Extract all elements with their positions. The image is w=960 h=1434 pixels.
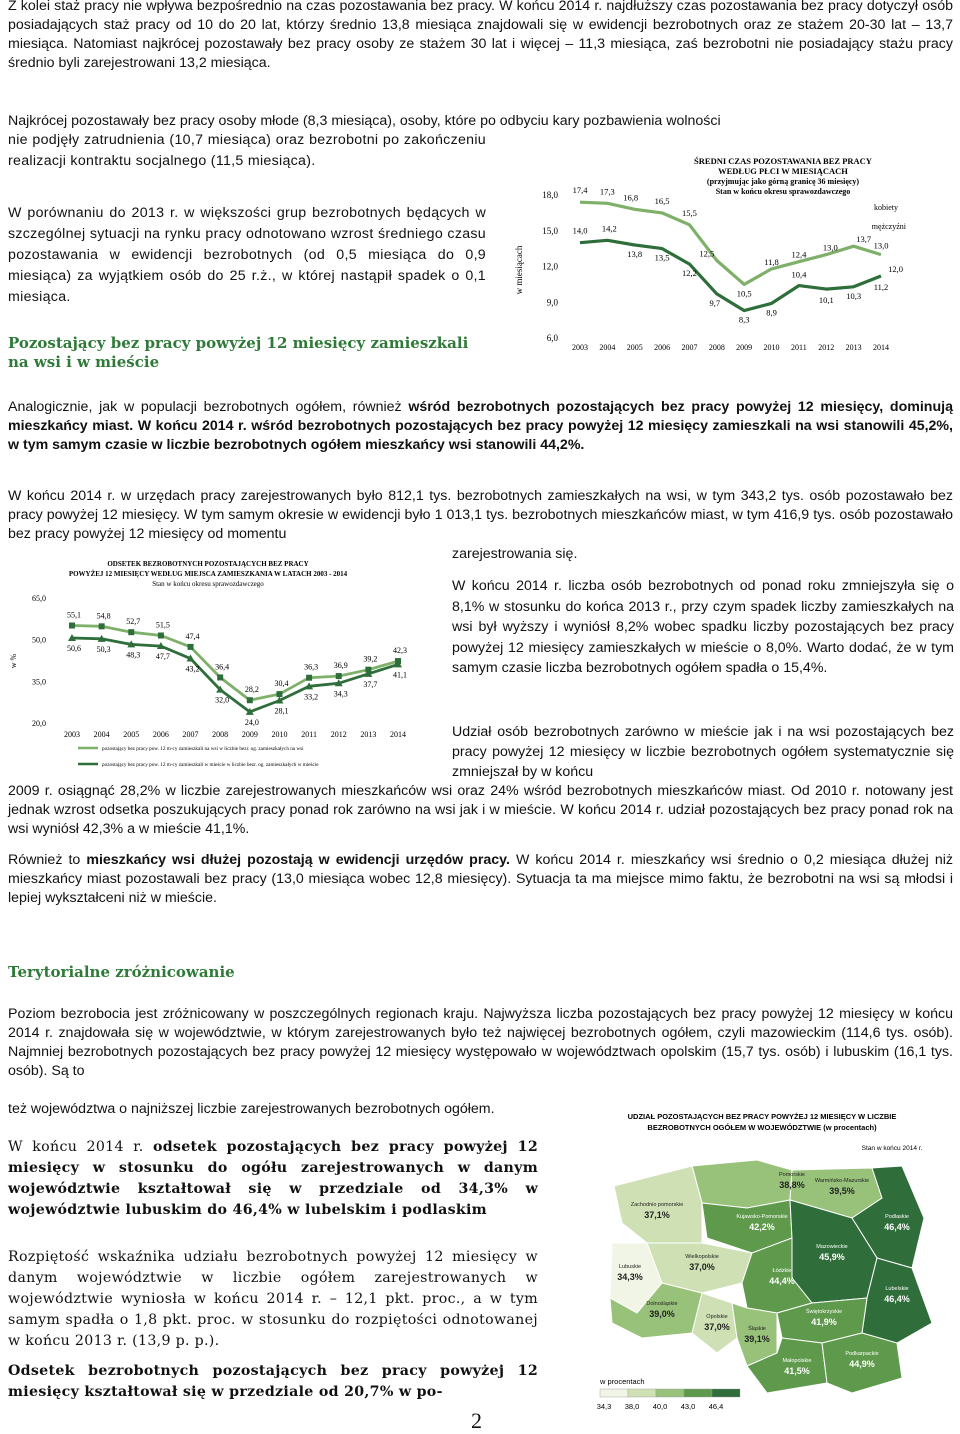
data-point-marker bbox=[336, 673, 342, 679]
paragraph-rural-longer bbox=[8, 851, 953, 908]
paragraph-young-people-continued: nie podjęły zatrudnienia (10,7 miesiąca) oraz bezrobotni po zakończeniu realizacji kontraktu socjalnego (11,5 miesiąca). bbox=[8, 132, 486, 169]
data-label: 42,3 bbox=[393, 646, 407, 656]
paragraph-regional-range bbox=[8, 1137, 538, 1221]
data-label: 14,0 bbox=[572, 225, 588, 236]
region-name-label: Łódzkie bbox=[772, 1268, 792, 1274]
y-tick-label: 35,0 bbox=[32, 677, 46, 687]
paragraph-decline: W końcu 2014 r. liczba osób bezrobotnych od ponad roku zmniejszyła się o 8,1% w stosunku do końca 2013 r., przy czym spadek liczby zamieszkałych na wsi był wyższy i wyniósł 8,2% wobec spadku liczby pozostających bez pracy powyżej 12 miesięcy zamieszkałych w mieście o 8,0%. Warto dodać, że w tym samym czasie liczba bezrobotnych ogółem spadła o 15,4%. bbox=[452, 578, 954, 676]
map-title-line: BEZROBOTNYCH OGÓŁEM W WOJEWÓDZTWIE (w procentach) bbox=[647, 1123, 877, 1132]
data-label: 37,7 bbox=[363, 679, 378, 689]
x-tick-label: 2008 bbox=[212, 730, 229, 739]
data-label: 10,3 bbox=[846, 290, 862, 301]
data-label: 10,4 bbox=[791, 269, 807, 280]
region-value-label: 45,9% bbox=[819, 1252, 845, 1262]
map-title-line: UDZIAŁ POZOSTAJĄCYCH BEZ PRACY POWYŻEJ 12 MIESIĘCY W LICZBIE bbox=[627, 1112, 897, 1121]
paragraph-seniority: Z kolei staż pracy nie wpływa bezpośrednio na czas pozostawania bez pracy. W końcu 2014 r. najdłuższy czas pozostawania bez pracy dotyczył osób posiadających staż pracy od 10 do 20 lat, którzy średnio 13,8 miesiąca znajdowali się w ewidencji bezrobotnych oraz ze stażem 20-30 lat – 13,7 miesiąca. Natomiast najkrócej pozostawały bez pracy osoby ze stażem 30 lat i więcej – 11,3 miesiąca, zaś bezrobotni nie posiadający stażu pracy średnio byli zarejestrowani 13,2 miesiąca. bbox=[8, 0, 953, 71]
x-tick-label: 2009 bbox=[736, 343, 753, 352]
data-label: 17,3 bbox=[599, 186, 615, 197]
region-name-label: Świętokrzyskie bbox=[805, 1309, 843, 1315]
data-label: 16,8 bbox=[623, 192, 639, 203]
region-value-label: 42,2% bbox=[749, 1222, 775, 1232]
region-value-label: 41,9% bbox=[811, 1317, 837, 1327]
x-tick-label: 2009 bbox=[241, 730, 258, 739]
paragraph-rural-longer-c: W końcu 2014 r. mieszkańcy wsi średnio o 0,2 miesiąca dłużej niż mieszkańcy miast pozostawali bez pracy (13,0 miesiąca wobec 12,8 miesięcy). Sytuacja ta ma miejsce mimo faktu, że bezrobotni na wsi są młodsi i lepiej wykształceni niż w mieście. bbox=[8, 852, 954, 906]
x-tick-label: 2003 bbox=[572, 343, 588, 352]
paragraph-registered-counts-tail: zarejestrowania się. bbox=[452, 546, 578, 562]
region-name-label: Lubelskie bbox=[885, 1286, 909, 1292]
region-value-label: 39,0% bbox=[649, 1309, 675, 1319]
paragraph-regions-tail: też województwa o najniższej liczbie zarejestrowanych bezrobotnych ogółem. bbox=[8, 1101, 495, 1117]
chart-title-line: Stan w końcu okresu sprawozdawczego bbox=[152, 580, 264, 588]
region-value-label: 37,1% bbox=[644, 1210, 670, 1220]
data-label: 13,0 bbox=[873, 240, 889, 251]
x-tick-label: 2011 bbox=[301, 730, 317, 739]
data-label: 28,1 bbox=[274, 706, 289, 716]
legend-mezczyzni: mężczyźni bbox=[871, 222, 906, 231]
legend-kobiety: kobiety bbox=[874, 203, 898, 212]
data-label: 16,5 bbox=[654, 195, 670, 206]
x-tick-label: 2013 bbox=[360, 730, 377, 739]
map-subtitle: Stan w końcu 2014 r. bbox=[861, 1145, 923, 1152]
region-name-label: Śląskie bbox=[748, 1326, 766, 1332]
region-name-label: Mazowieckie bbox=[816, 1244, 848, 1250]
chart-long-term-share-by-residence bbox=[8, 556, 430, 776]
region-value-label: 37,0% bbox=[704, 1322, 730, 1332]
paragraph-spread: Rozpiętość wskaźnika udziału bezrobotnych powyżej 12 miesięcy w danym województwie w liczbie ogółem zarejestrowanych w województwie wyniosła w końcu 2014 r. – 12,1 pkt. proc., a w tym samym spadła o 1,8 pkt. proc. w stosunku do rozpiętości odnotowanej w końcu 2013 r. (13,9 p. p.). bbox=[8, 1249, 538, 1349]
legend-value: 46,4 bbox=[708, 1402, 724, 1411]
data-label-extra: 12,0 bbox=[888, 264, 903, 274]
data-label: 55,1 bbox=[67, 610, 81, 620]
data-label: 41,1 bbox=[393, 670, 407, 680]
data-point-marker bbox=[99, 623, 105, 629]
paragraph-rural-longer-bold: mieszkańcy wsi dłużej pozostają w ewidencji urzędów pracy. bbox=[86, 852, 510, 868]
paragraph-registered-counts: W końcu 2014 r. w urzędach pracy zarejestrowanych było 812,1 tys. bezrobotnych zamieszkałych na wsi, w tym 343,2 tys. osób pozostawało bez pracy powyżej 12 miesięcy. W tym samym okresie w ewidencji było 1 013,1 tys. bezrobotnych mieszkańców miast, w tym 416,9 tys. osób pozostawało bez pracy powyżej 12 miesięcy od momentu bbox=[8, 488, 953, 542]
data-label: 12,2 bbox=[682, 268, 697, 279]
data-label: 52,7 bbox=[126, 617, 141, 627]
data-point-marker bbox=[306, 675, 312, 681]
chart-title-line: WEDŁUG PŁCI W MIESIĄCACH bbox=[718, 166, 848, 176]
paragraph-share-trend-continued: 2009 r. osiągnąć 28,2% w liczbie zarejestrowanych mieszkańców wsi oraz 24% wśród bezrobotnych mieszkańców miast. Od 2010 r. notowany jest jednak wzrost odsetka poszukujących pracy ponad rok zarówno na wsi jak i w mieście. W końcu 2014 r. udział pozostających bez pracy ponad rok na wsi wyniósł 42,3% a w mieście 41,1%. bbox=[8, 783, 953, 837]
region-name-label: Opolskie bbox=[706, 1314, 728, 1320]
data-point-marker bbox=[188, 644, 194, 650]
legend-swatch bbox=[656, 1389, 684, 1397]
data-label: 12,4 bbox=[791, 249, 807, 260]
paragraph-share-trend: Udział osób bezrobotnych zarówno w mieście jak i na wsi pozostających bez pracy powyżej 12 miesięcy w liczbie bezrobotnych ogółem systematycznie się zmniejszał by w końcu bbox=[452, 724, 954, 780]
legend-value: 40,0 bbox=[652, 1402, 668, 1411]
paragraph-rural-longer-a: Również to bbox=[8, 852, 87, 868]
y-tick-label: 65,0 bbox=[32, 594, 46, 603]
region-name-label: Zachodnio pomorskie bbox=[630, 1202, 684, 1208]
data-point-marker bbox=[247, 697, 253, 703]
data-point-marker bbox=[158, 633, 164, 639]
data-point-marker bbox=[69, 623, 75, 629]
data-point-marker bbox=[276, 691, 282, 697]
data-label: 51,5 bbox=[155, 620, 170, 630]
data-label: 33,2 bbox=[304, 692, 319, 702]
region-name-label: Lubuskie bbox=[618, 1264, 642, 1270]
data-label: 43,2 bbox=[185, 664, 200, 674]
map-svg bbox=[552, 1108, 957, 1418]
x-tick-label: 2005 bbox=[123, 730, 140, 739]
data-label: 50,3 bbox=[96, 644, 111, 654]
chart-avg-time-by-gender bbox=[508, 150, 958, 360]
data-label: 34,3 bbox=[333, 689, 348, 699]
paragraph-regional-range-intro: W końcu 2014 r. bbox=[8, 1139, 153, 1155]
data-point-marker bbox=[217, 674, 223, 680]
x-tick-label: 2008 bbox=[708, 343, 725, 352]
x-tick-label: 2007 bbox=[182, 730, 199, 739]
region-value-label: 41,5% bbox=[784, 1366, 810, 1376]
x-tick-label: 2014 bbox=[390, 730, 406, 739]
data-label: 13,0 bbox=[822, 242, 838, 253]
data-label: 48,3 bbox=[126, 650, 141, 660]
x-tick-label: 2004 bbox=[599, 343, 616, 352]
region-value-label: 34,3% bbox=[617, 1272, 643, 1282]
section-heading-rural-urban: Pozostający bez pracy powyżej 12 miesięcy zamieszkali na wsi i w mieście bbox=[8, 334, 469, 371]
paragraph-regions: Poziom bezrobocia jest zróżnicowany w poszczególnych regionach kraju. Najwyższa liczba pozostających bez pracy powyżej 12 miesięcy w końcu 2014 r. znajdowała się w województwie, w którym zarejestrowanych było też najwięcej bezrobotnych ogółem, czyli mazowieckim (114,6 tys. osób). Najmniej bezrobotnych pozostających bez pracy powyżej 12 miesięcy występowało w województwach opolskim (15,7 tys. osób) i lubuskim (16,1 tys. osób). Są to bbox=[8, 1006, 953, 1079]
data-label: 9,7 bbox=[709, 297, 721, 308]
region-value-label: 44,4% bbox=[769, 1276, 795, 1286]
y-tick-label: 15,0 bbox=[542, 225, 558, 236]
data-label: 14,2 bbox=[601, 223, 617, 234]
paragraph-regional-range-bold: odsetek pozostających bez pracy powyżej 12 miesięcy w stosunku do ogółu zarejestrowanych w danym województwie kształtował się w przedziale od 34,3% w województwie lubuskim do 46,4% w lubelskim i podlaskim bbox=[8, 1139, 538, 1218]
paragraph-young-people: Najkrócej pozostawały bez pracy osoby młode (8,3 miesiąca), osoby, które po odbyciu kary pozbawienia wolności bbox=[8, 113, 721, 129]
region-value-label: 44,9% bbox=[849, 1359, 875, 1369]
y-tick-label: 20,0 bbox=[32, 719, 46, 728]
legend-swatch bbox=[712, 1389, 740, 1397]
series-line-wies bbox=[72, 626, 398, 701]
region-name-label: Podkarpackie bbox=[845, 1351, 879, 1357]
x-tick-label: 2011 bbox=[791, 343, 807, 352]
region-value-label: 39,5% bbox=[829, 1186, 855, 1196]
data-label: 24,0 bbox=[244, 717, 259, 727]
region-pomorskie bbox=[692, 1160, 792, 1208]
data-label: 11,8 bbox=[764, 256, 779, 267]
y-tick-label: 6,0 bbox=[546, 333, 558, 343]
data-label: 8,3 bbox=[738, 314, 750, 325]
y-axis-label: w miesiącach bbox=[514, 245, 524, 295]
region-name-label: Kujawsko-Pomorskie bbox=[736, 1214, 788, 1220]
chart-title-line: POWYŻEJ 12 MIESIĘCY WEDŁUG MIEJSCA ZAMIESZKANIA W LATACH 2003 - 2014 bbox=[68, 570, 348, 578]
region-name-label: Pomorskie bbox=[779, 1172, 805, 1178]
data-label: 13,7 bbox=[856, 234, 872, 245]
y-tick-label: 9,0 bbox=[546, 297, 558, 308]
legend-swatch bbox=[684, 1389, 712, 1397]
data-label: 32,0 bbox=[215, 695, 230, 705]
region-value-label: 46,4% bbox=[884, 1222, 910, 1232]
data-label: 50,6 bbox=[67, 644, 81, 653]
chart-long-term-share-svg bbox=[8, 556, 430, 776]
data-point-marker bbox=[128, 629, 134, 635]
x-tick-label: 2003 bbox=[64, 730, 80, 739]
data-label: 17,4 bbox=[572, 185, 588, 196]
data-label: 8,9 bbox=[766, 307, 777, 318]
legend-label: pozostający bez pracy pow. 12 m-cy zamieszkali na wsi w liczbie bezr. og. zamieszkałych na wsi bbox=[102, 746, 304, 752]
y-tick-label: 12,0 bbox=[542, 261, 558, 272]
region-name-label: Dolnośląskie bbox=[646, 1301, 678, 1307]
region-value-label: 46,4% bbox=[884, 1294, 910, 1304]
x-tick-label: 2010 bbox=[271, 730, 288, 739]
data-label: 36,9 bbox=[333, 661, 348, 671]
chart-title-line: Stan w końcu okresu sprawozdawczego bbox=[715, 187, 851, 196]
page-number: 2 bbox=[471, 1408, 482, 1433]
data-label: 30,4 bbox=[274, 679, 289, 689]
x-tick-label: 2012 bbox=[330, 730, 347, 739]
y-tick-label: 18,0 bbox=[542, 190, 558, 200]
paragraph-comparison-2013: W porównaniu do 2013 r. w większości grup bezrobotnych będących w szczególnej sytuacji na rynku pracy odnotowano wzrost średniego czasu pozostawania w ewidencji bezrobotnych (od 0,5 miesiąca do 0,9 miesiąca) za wyjątkiem osób do 25 r.ż., w której nastąpił spadek o 0,1 miesiąca. bbox=[8, 205, 486, 305]
x-tick-label: 2007 bbox=[681, 343, 698, 352]
data-label: 15,5 bbox=[682, 207, 697, 218]
legend-swatch bbox=[600, 1389, 628, 1397]
data-label: 47,4 bbox=[185, 631, 200, 641]
region-value-label: 37,0% bbox=[689, 1262, 715, 1272]
x-tick-label: 2006 bbox=[654, 343, 671, 352]
x-tick-label: 2004 bbox=[93, 730, 110, 739]
paragraph-rural-share-bold: wśród bezrobotnych pozostających bez pracy powyżej 12 miesięcy, dominują mieszkańcy miast. W końcu 2014 r. wśród bezrobotnych pozostających bez pracy powyżej 12 miesięcy zamieszkali na wsi stanowili 45,2%, w tym samym czasie w liczbie bezrobotnych ogółem mieszkańcy wsi stanowili 44,2%. bbox=[8, 399, 953, 453]
data-label: 10,1 bbox=[818, 295, 834, 306]
legend-title: w procentach bbox=[600, 1377, 645, 1386]
data-label: 47,7 bbox=[155, 652, 170, 662]
paragraph-long-term-range: Odsetek bezrobotnych pozostających bez pracy powyżej 12 miesięcy kształtował się w przedziale od 20,7% w po- bbox=[8, 1363, 538, 1400]
data-label: 54,8 bbox=[96, 611, 111, 621]
data-label: 36,4 bbox=[215, 662, 230, 672]
legend-label: pozostający bez pracy pow. 12 m-cy zamieszkali w mieście w liczbie bezr. og. zamieszkałych w mieście bbox=[102, 762, 319, 768]
x-tick-label: 2005 bbox=[626, 343, 643, 352]
data-label: 10,5 bbox=[736, 288, 752, 299]
x-tick-label: 2012 bbox=[818, 343, 835, 352]
region-value-label: 39,1% bbox=[744, 1334, 770, 1344]
legend-swatch bbox=[628, 1389, 656, 1397]
legend-value: 38,0 bbox=[624, 1402, 640, 1411]
y-axis-label: w % bbox=[9, 653, 18, 669]
paragraph-rural-share bbox=[8, 398, 953, 455]
data-label: 13,5 bbox=[654, 252, 670, 263]
chart-title-line: ODSETEK BEZROBOTNYCH POZOSTAJĄCYCH BEZ PRACY bbox=[107, 560, 309, 568]
x-tick-label: 2010 bbox=[763, 343, 780, 352]
region-name-label: Małopolskie bbox=[782, 1358, 812, 1364]
x-tick-label: 2006 bbox=[152, 730, 169, 739]
chart-title-line: ŚREDNI CZAS POZOSTAWANIA BEZ PRACY bbox=[694, 156, 872, 166]
legend-value: 34,3 bbox=[596, 1402, 612, 1411]
section-heading-territorial: Terytorialne zróżnicowanie bbox=[8, 963, 235, 981]
y-tick-label: 50,0 bbox=[32, 635, 46, 645]
data-label: 28,2 bbox=[244, 685, 259, 695]
region-name-label: Podlaskie bbox=[885, 1214, 909, 1220]
data-label: 13,8 bbox=[627, 249, 643, 260]
map-long-term-share-by-voivodeship bbox=[552, 1108, 957, 1418]
chart-avg-time-by-gender-svg bbox=[508, 150, 958, 360]
legend-value: 43,0 bbox=[680, 1402, 696, 1411]
chart-title-line: (przyjmując jako górną granicę 36 miesięcy) bbox=[706, 177, 860, 186]
data-label: 12,5 bbox=[699, 248, 715, 259]
data-label: 36,3 bbox=[304, 662, 319, 672]
data-label: 11,2 bbox=[873, 282, 889, 293]
region-name-label: Wielkopolskie bbox=[685, 1254, 719, 1260]
region-name-label: Warmińsko-Mazurskie bbox=[814, 1178, 870, 1184]
region-value-label: 38,8% bbox=[779, 1180, 805, 1190]
paragraph-rural-share-intro: Analogicznie, jak w populacji bezrobotnych ogółem, również bbox=[8, 399, 409, 415]
x-tick-label: 2014 bbox=[873, 343, 889, 352]
x-tick-label: 2013 bbox=[845, 343, 862, 352]
data-label: 39,2 bbox=[363, 654, 378, 664]
